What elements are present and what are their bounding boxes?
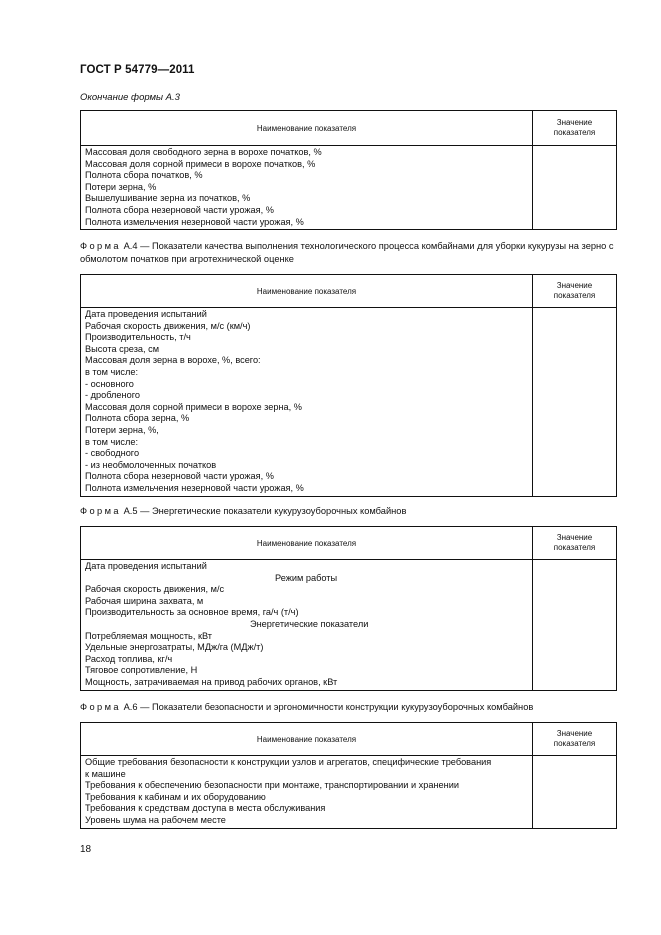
table-body: [81, 308, 616, 496]
column-value-header: Значение показателя: [553, 117, 596, 137]
table-row: Полнота сбора незерновой части урожая, %: [85, 204, 274, 215]
table-row: Рабочая скорость движения, м/с: [85, 584, 225, 595]
table-row: Массовая доля зерна в ворохе, %, всего:: [85, 355, 261, 366]
table-row: Требования к средствам доступа в места обслуживания: [85, 803, 326, 814]
column-name-header: Наименование показателя: [81, 527, 533, 559]
form-a5-caption: Форма А.5 — Энергетические показатели кукурузоуборочных комбайнов: [80, 506, 407, 516]
table-row: Тяговое сопротивление, Н: [85, 665, 198, 676]
column-value-header: Значение показателя: [553, 728, 596, 748]
value-column: [533, 560, 616, 690]
table-row: Потери зерна, %,: [85, 424, 159, 435]
table-form-a4: [80, 274, 617, 497]
column-value-header: Значение показателя: [553, 532, 596, 552]
table-row: в том числе:: [85, 366, 139, 377]
value-column: [533, 756, 616, 828]
table-row: Полнота сбора зерна, %: [85, 413, 190, 424]
table-row: Полнота измельчения незерновой части урожая, %: [85, 482, 304, 493]
column-value-header: Значение показателя: [553, 280, 596, 300]
form-a6-caption: Форма А.6 — Показатели безопасности и эргономичности конструкции кукурузоуборочных комбайнов: [80, 702, 534, 712]
continuation-note: Окончание формы А.3: [80, 92, 180, 103]
table-row: Расход топлива, кг/ч: [85, 653, 173, 664]
table-form-a5: [80, 526, 617, 691]
table-header: [81, 111, 616, 146]
table-row: Рабочая ширина захвата, м: [85, 595, 204, 606]
section-subheading: Режим работы: [275, 572, 338, 583]
table-row: Полнота сбора незерновой части урожая, %: [85, 471, 274, 482]
column-name-header: Наименование показателя: [81, 111, 533, 145]
table-row: Полнота измельчения незерновой части урожая, %: [85, 216, 304, 227]
value-column: [533, 146, 616, 229]
table-row: Производительность, т/ч: [85, 332, 191, 343]
table-row: Требования к кабинам и их оборудованию: [85, 791, 266, 802]
value-column: [533, 308, 616, 496]
table-row: Рабочая скорость движения, м/с (км/ч): [85, 320, 251, 331]
table-row: Общие требования безопасности к конструкции узлов и агрегатов, специфические требования: [85, 757, 492, 767]
indicator-list: [81, 756, 533, 828]
indicator-list: [81, 308, 533, 496]
table-header: [81, 275, 616, 308]
table-row: Высота среза, см: [85, 343, 160, 354]
table-form-a6: [80, 722, 617, 829]
table-row: Массовая доля свободного зерна в ворохе початков, %: [85, 147, 322, 157]
indicator-list: [81, 560, 533, 690]
table-body: [81, 560, 616, 690]
table-row: в том числе:: [85, 436, 139, 447]
table-row: Требования к обеспечению безопасности при монтаже, транспортировании и хранении: [85, 780, 459, 791]
table-header: [81, 723, 616, 756]
table-header: [81, 527, 616, 560]
table-row: Удельные энергозатраты, МДж/га (МДж/т): [85, 642, 264, 653]
page-number: 18: [80, 844, 92, 855]
section-subheading: Энергетические показатели: [250, 618, 369, 629]
table-row: - дробленого: [85, 390, 140, 401]
table-row: Потребляемая мощность, кВт: [85, 630, 212, 641]
table-row: Потери зерна, %: [85, 181, 157, 192]
table-body: [81, 756, 616, 828]
table-row: Уровень шума на рабочем месте: [85, 814, 226, 825]
indicator-list: [81, 146, 533, 229]
table-body: [81, 146, 616, 229]
table-row: Дата проведения испытаний: [85, 309, 207, 319]
table-row: Производительность за основное время, га/ч (т/ч): [85, 607, 299, 618]
form-a4-caption: Форма А.4 — Показатели качества выполнения технологического процесса комбайнами для уборки кукурузы на зерно с обмолотом початков при агротехнической оценке: [80, 241, 614, 264]
table-form-a3: [80, 110, 617, 230]
standard-number: ГОСТ Р 54779—2011: [80, 64, 195, 76]
table-row: Полнота сбора початков, %: [85, 170, 203, 181]
table-row: Дата проведения испытаний: [85, 561, 207, 571]
table-row: Массовая доля сорной примеси в ворохе початков, %: [85, 158, 316, 169]
table-row: к машине: [85, 768, 126, 779]
column-name-header: Наименование показателя: [81, 723, 533, 755]
column-name-header: Наименование показателя: [81, 275, 533, 307]
table-row: - основного: [85, 378, 134, 389]
table-row: Вышелушивание зерна из початков, %: [85, 193, 251, 204]
table-row: - из необмолоченных початков: [85, 459, 217, 470]
table-row: Мощность, затрачиваемая на привод рабочих органов, кВт: [85, 676, 338, 687]
table-row: Массовая доля сорной примеси в ворохе зерна, %: [85, 401, 302, 412]
table-row: - свободного: [85, 448, 140, 459]
